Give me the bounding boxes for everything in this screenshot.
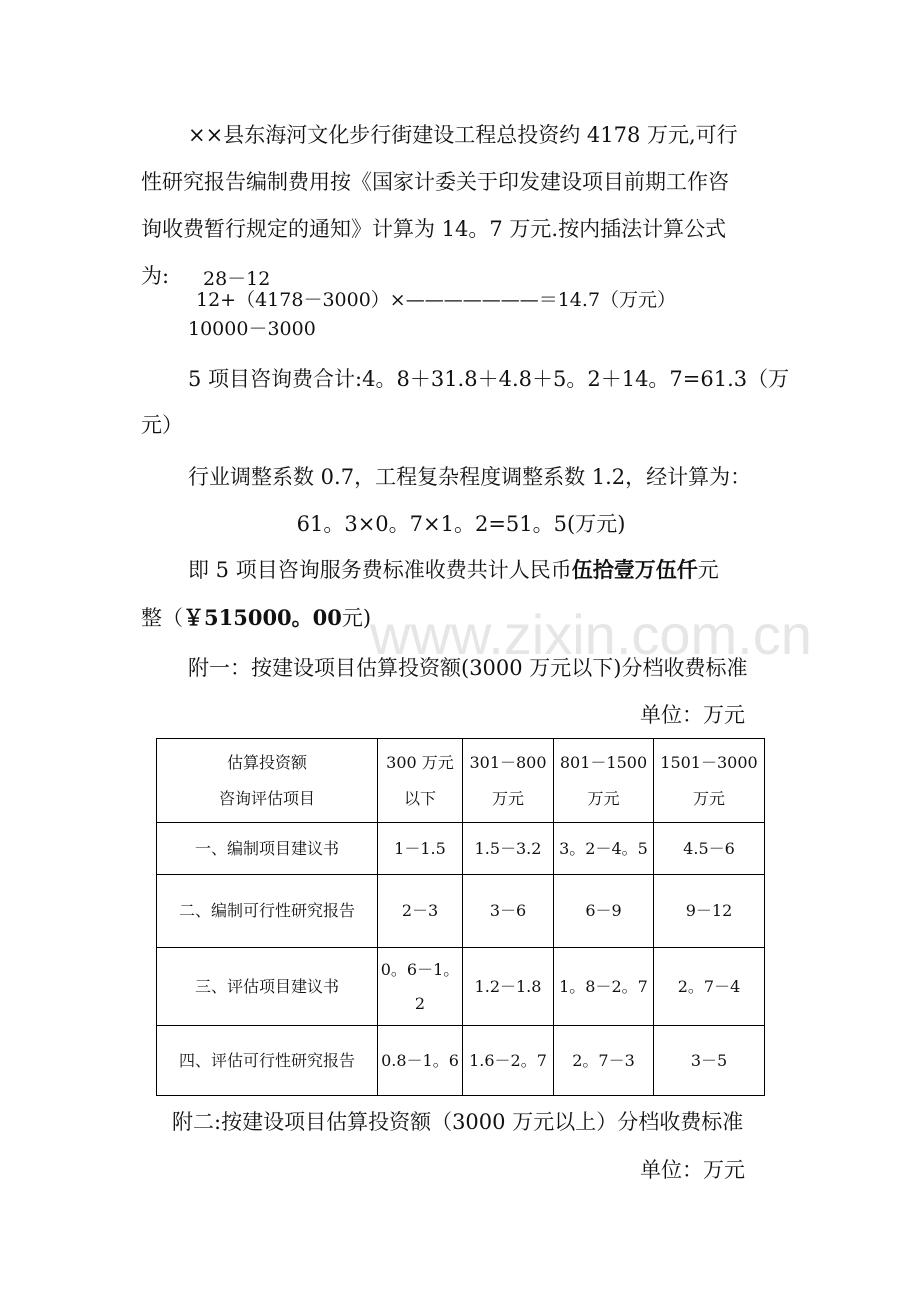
- table-cell-line-2: 2: [414, 993, 426, 1013]
- header-801-1500-line-1: 801－1500: [559, 752, 648, 772]
- header-cell-300: [378, 739, 463, 823]
- paragraph-4-line-1: [188, 555, 828, 585]
- table-cell-item: 二、编制可行性研究报告: [157, 875, 378, 948]
- formula-main: 12+（4178－3000）×———————＝14.7（万元）: [196, 289, 677, 311]
- amount-in-figures: ￥515000。00: [183, 605, 342, 630]
- calculation-line: 61。3×0。7×1。2=51。5(万元): [296, 512, 626, 536]
- table-row: [157, 823, 765, 875]
- appendix-2-title: 附二:按建设项目估算投资额（3000 万元以上）分档收费标准: [172, 1110, 744, 1134]
- unit-label-2: 单位：万元: [640, 1158, 745, 1182]
- fee-table: [156, 738, 765, 1096]
- table-cell: 2。7－4: [654, 948, 765, 1026]
- paragraph-4-text-2: 元: [697, 558, 719, 582]
- table-cell: 2－3: [378, 875, 463, 948]
- table-cell: 0.8－1。6: [378, 1026, 463, 1096]
- table-cell: 9－12: [654, 875, 765, 948]
- paragraph-1-line-4: 为:: [141, 264, 170, 288]
- appendix-1-title: 附一：按建设项目估算投资额(3000 万元以下)分档收费标准: [188, 656, 748, 680]
- paragraph-4-text-3: 整（: [141, 606, 183, 630]
- header-cell-801-1500: [554, 739, 654, 823]
- paragraph-4-text-4: 元): [341, 606, 372, 630]
- header-301-800-line-1: 301－800: [469, 752, 547, 772]
- table-cell: 3－5: [654, 1026, 765, 1096]
- table-cell: 2。7－3: [554, 1026, 654, 1096]
- table-cell: 6－9: [554, 875, 654, 948]
- header-investment-label: 估算投资额: [226, 752, 307, 772]
- amount-in-words: 伍拾壹万伍仟: [571, 557, 698, 582]
- table-cell: [378, 948, 463, 1026]
- table-cell-item: 三、评估项目建议书: [157, 948, 378, 1026]
- table-cell-line-1: 0。6－1。: [380, 959, 460, 979]
- unit-label-1: 单位：万元: [640, 703, 745, 727]
- header-1501-3000-line-1: 1501－3000: [660, 752, 758, 772]
- paragraph-2-line-1: 5 项目咨询费合计:4。8＋31.8＋4.8＋5。2＋14。7=61.3（万: [188, 367, 790, 391]
- header-cell-1501-3000: [654, 739, 765, 823]
- header-cell-item: [157, 739, 378, 823]
- table-row: [157, 948, 765, 1026]
- header-801-1500-line-2: 万元: [587, 788, 620, 808]
- paragraph-3: 行业调整系数 0.7，工程复杂程度调整系数 1.2，经计算为：: [188, 465, 752, 489]
- header-cell-301-800: [463, 739, 554, 823]
- paragraph-2-line-2: 元）: [141, 413, 183, 437]
- table-header-row: [157, 739, 765, 823]
- paragraph-4-text-1: 即 5 项目咨询服务费标准收费共计人民币: [188, 558, 572, 582]
- table-row: [157, 1026, 765, 1096]
- table-row: [157, 875, 765, 948]
- table-cell: 1.6－2。7: [463, 1026, 554, 1096]
- table-cell: 3。2－4。5: [554, 823, 654, 875]
- table-cell: 1.5－3.2: [463, 823, 554, 875]
- table-cell: 3－6: [463, 875, 554, 948]
- paragraph-1-line-3: 询收费暂行规定的通知》计算为 14。7 万元.按内插法计算公式: [141, 217, 727, 241]
- watermark: www.zixin.com.cn: [370, 603, 812, 666]
- table-cell: 1。8－2。7: [554, 948, 654, 1026]
- header-1501-3000-line-2: 万元: [692, 788, 725, 808]
- header-301-800-line-2: 万元: [491, 788, 524, 808]
- formula-denominator: 10000－3000: [188, 318, 316, 340]
- table-cell-item: 一、编制项目建议书: [157, 823, 378, 875]
- header-item-label: 咨询评估项目: [218, 788, 315, 808]
- header-300-line-1: 300 万元: [386, 752, 454, 772]
- table-cell: 1－1.5: [378, 823, 463, 875]
- paragraph-1-line-2: 性研究报告编制费用按《国家计委关于印发建设项目前期工作咨: [141, 170, 729, 194]
- table-cell: 1.2－1.8: [463, 948, 554, 1026]
- table-cell: 4.5－6: [654, 823, 765, 875]
- header-300-line-2: 以下: [403, 788, 436, 808]
- paragraph-1-line-1: ××县东海河文化步行街建设工程总投资约 4178 万元,可行: [188, 123, 738, 147]
- formula-numerator: 28－12: [203, 268, 271, 290]
- table-cell-item: 四、评估可行性研究报告: [157, 1026, 378, 1096]
- paragraph-4-line-2: [141, 603, 781, 633]
